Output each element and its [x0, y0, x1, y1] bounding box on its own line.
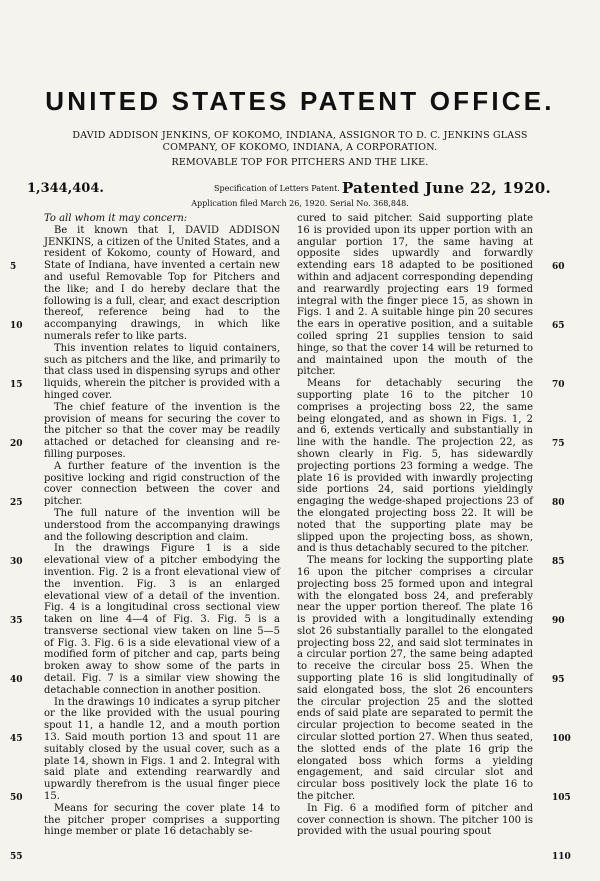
- line-number: 50: [10, 793, 23, 803]
- specification-label: Specification of Letters Patent.: [214, 184, 340, 193]
- paragraph: In Fig. 6 a modified form of pitcher and cover connection is shown. The pitcher 100 is provided with the usual pouring spout: [297, 802, 533, 838]
- line-number: 100: [552, 734, 571, 744]
- patented-date: Patented June 22, 1920.: [342, 179, 552, 197]
- assignor-line-1: DAVID ADDISON JENKINS, OF KOKOMO, INDIANA, ASSIGNOR TO D. C. JENKINS GLASS: [72, 130, 528, 141]
- application-line: Application filed March 26, 1920. Serial No. 368,848.: [191, 199, 409, 208]
- paragraph: A further feature of the invention is the positive locking and rigid construction of the cover connection between the cover and pitcher.: [44, 460, 280, 508]
- paragraph: The means for locking the supporting plate 16 upon the pitcher comprises a circular projecting boss 25 formed upon and integral with the elongated boss 24, and preferably near the upper portion thereof. The plate 16 is provided with a longitudinally extending slot 26 substantially parallel to the elongated projecting boss 22, and said slot terminates in a circular portion 27, the same being adapted to receive the circular boss 25. When the supporting plate 16 is slid longitudinally of said elongated boss, the slot 26 encounters the circular projection 25 and the slotted ends of said plate are separated to permit the circular projection to become seated in the circular slotted portion 27. When thus seated, the slotted ends of the plate 16 grip the elongated boss which forms a yielding engagement, and said circular slot and circular boss positively lock the plate 16 to the pitcher.: [297, 555, 533, 803]
- assignor-block: [25, 130, 575, 154]
- line-number: 10: [10, 321, 23, 331]
- line-number: 75: [552, 439, 565, 449]
- patent-number: 1,344,404.: [27, 181, 104, 196]
- office-heading: UNITED STATES PATENT OFFICE.: [45, 86, 555, 116]
- line-number: 15: [10, 380, 23, 390]
- invention-title: REMOVABLE TOP FOR PITCHERS AND THE LIKE.: [171, 157, 429, 168]
- line-number: 90: [552, 616, 565, 626]
- paragraph: This invention relates to liquid containers, such as pitchers and the like, and primarily to that class used in dispensing syrups and other liquids, wherein the pitcher is provided with a hinged cover.: [44, 342, 280, 401]
- line-number: 30: [10, 557, 23, 567]
- line-number: 55: [10, 852, 23, 862]
- paragraph: In the drawings Figure 1 is a side elevational view of a pitcher embodying the invention. Fig. 2 is a front elevational view of the invention. Fig. 3 is an enlarged elevational view of a detail of the invention. Fig. 4 is a longitudinal cross sectional view taken on line 4—4 of Fig. 3. Fig. 5 is a transverse sectional view taken on line 5—5 of Fig. 3. Fig. 6 is a side elevational view of a modified form of pitcher and cap, parts being broken away to show some of the parts in detail. Fig. 7 is a similar view showing the detachable connection in another position.: [44, 543, 280, 696]
- right-column: [297, 213, 533, 838]
- line-number: 60: [552, 262, 565, 272]
- paragraph: Be it known that I, DAVID ADDISON JENKINS, a citizen of the United States, and a resident of Kokomo, county of Howard, and State of Indiana, have invented a certain new and useful Removable Top for Pitchers and the like; and I do hereby declare that the following is a full, clear, and exact description thereof, reference being had to the accompanying drawings, in which like numerals refer to like parts.: [44, 224, 280, 342]
- line-number: 105: [552, 793, 571, 803]
- line-number: 40: [10, 675, 23, 685]
- paragraph: The chief feature of the invention is the provision of means for securing the cover to the pitcher so that the cover may be readily attached or detached for cleansing and re-filling purposes.: [44, 401, 280, 460]
- line-number: 35: [10, 616, 23, 626]
- paragraph: cured to said pitcher. Said supporting plate 16 is provided upon its upper portion with an angular portion 17, the same having at opposite sides upwardly and forwardly extending ears 18 adapted to be positioned within and adjacent corresponding depending and rearwardly projecting ears 19 formed integral with the finger piece 15, as shown in Figs. 1 and 2. A suitable hinge pin 20 secures the ears in operative position, and a suitable coiled spring 21 supplies tension to said hinge, so that the cover 14 will be returned to and maintained upon the mouth of the pitcher.: [297, 213, 533, 378]
- line-number: 65: [552, 321, 565, 331]
- paragraph: Means for securing the cover plate 14 to the pitcher proper comprises a supporting hinge member or plate 16 detachably se-: [44, 802, 280, 838]
- line-number: 70: [552, 380, 565, 390]
- left-column: [44, 213, 280, 838]
- line-number: 25: [10, 498, 23, 508]
- line-number: 20: [10, 439, 23, 449]
- assignor-line-2: COMPANY, OF KOKOMO, INDIANA, A CORPORATION.: [162, 142, 438, 153]
- paragraph: Means for detachably securing the supporting plate 16 to the pitcher 10 comprises a projecting boss 22, the same being elongated, and as shown in Figs. 1, 2 and 6, extends vertically and substantially in line with the handle. The projection 22, as shown clearly in Fig. 5, has sidewardly projecting portions 23 forming a wedge. The plate 16 is provided with inwardly projecting side portions 24, said portions yieldingly engaging the wedge-shaped projections 23 of the elongated projecting boss 22. It will be noted that the supporting plate may be slipped upon the projecting boss, as shown, and is thus detachably secured to the pitcher.: [297, 378, 533, 555]
- line-number: 85: [552, 557, 565, 567]
- line-number: 95: [552, 675, 565, 685]
- paragraph: The full nature of the invention will be understood from the accompanying drawings and the following description and claim.: [44, 507, 280, 543]
- line-number: 110: [552, 852, 571, 862]
- line-number: 80: [552, 498, 565, 508]
- line-number: 5: [10, 262, 17, 272]
- salutation: To all whom it may concern:: [44, 213, 188, 224]
- line-number: 45: [10, 734, 23, 744]
- paragraph: In the drawings 10 indicates a syrup pitcher or the like provided with the usual pouring spout 11, a handle 12, and a mouth portion 13. Said mouth portion 13 and spout 11 are suitably closed by the usual cover, such as a plate 14, shown in Figs. 1 and 2. Integral with said plate and extending rearwardly and upwardly therefrom is the usual finger piece 15.: [44, 696, 280, 803]
